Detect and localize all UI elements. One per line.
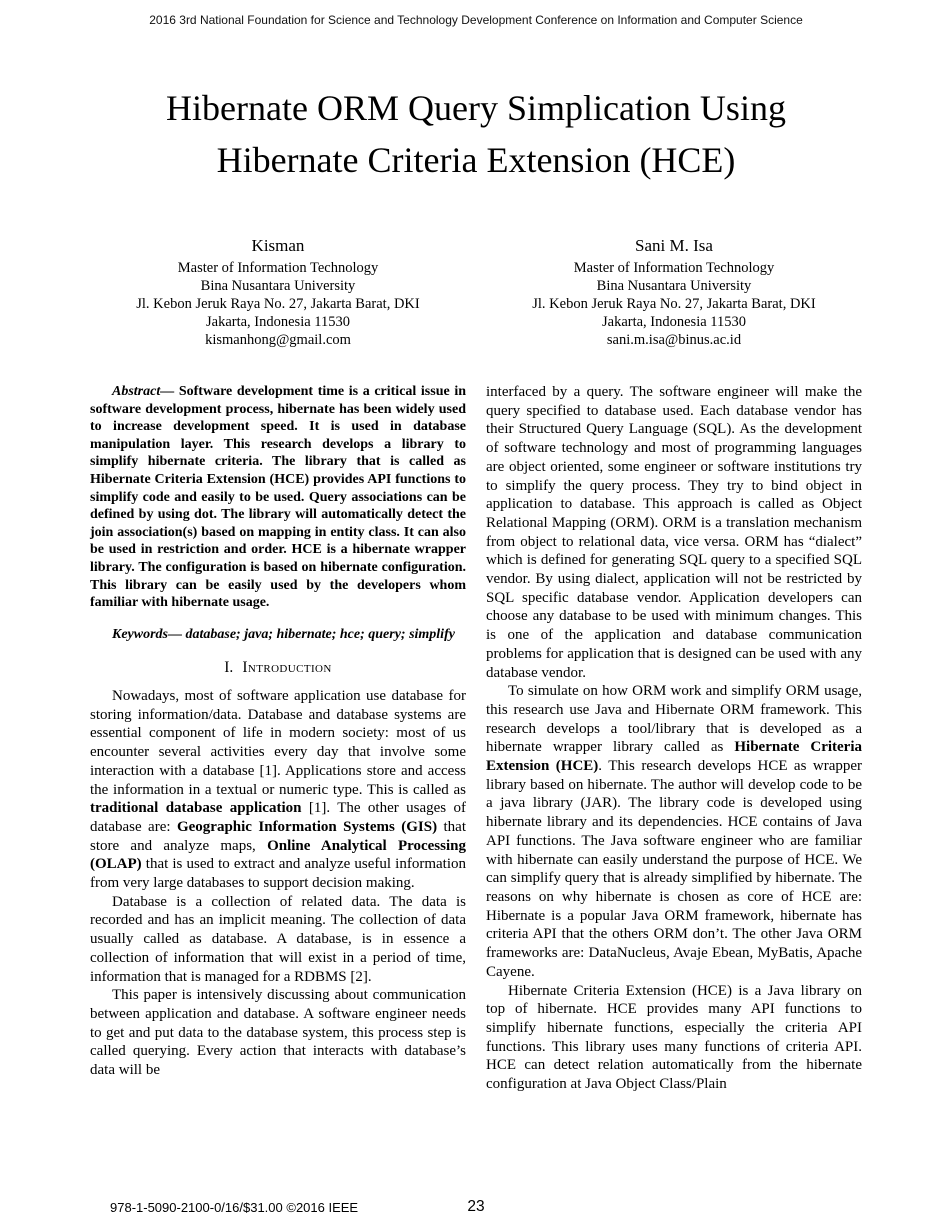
section-title: Introduction xyxy=(242,659,332,677)
conference-header: 2016 3rd National Foundation for Science and Technology Development Conference on Information and Computer Science xyxy=(149,13,803,27)
author-2-address-line2: Jakarta, Indonesia 11530 xyxy=(601,314,747,330)
author-2-email: sani.m.isa@binus.ac.id xyxy=(606,332,742,348)
left-column xyxy=(90,383,466,1094)
author-1-address-line1: Jl. Kebon Jeruk Raya No. 27, Jakarta Barat, DKI xyxy=(136,296,420,312)
paper-title xyxy=(0,82,952,186)
section-number: I. xyxy=(224,659,234,677)
page-footer xyxy=(0,1198,952,1218)
author-2-name: Sani M. Isa xyxy=(635,236,713,255)
abstract-paragraph: Abstract— Software development time is a critical issue in software development process, hibernate has been widely used to increase development speed. It is used in database manipulation layer. This research develops a library to simplify hibernate criteria. The library that is called as Hibernate Criteria Extension (HCE) provides API functions to simplify code and easily to be used. Query associations can be defined by using dot. The library will automatically detect the join association(s) based on mapping in entity class. It can also be used in restriction and order. HCE is a hibernate wrapper library. The configuration is based on hibernate configuration. This library can be easily used by the developers whom familiar with hibernate usage. xyxy=(90,384,466,611)
keywords-paragraph: Keywords— database; java; hibernate; hce; query; simplify xyxy=(112,626,455,642)
page-number: 23 xyxy=(467,1198,485,1215)
body-columns xyxy=(90,383,862,1094)
author-2-address-line1: Jl. Kebon Jeruk Raya No. 27, Jakarta Barat, DKI xyxy=(532,296,816,312)
intro-paragraph-3-continued: interfaced by a query. The software engineer will make the query specified to database used. Each database vendor has their Structured Query Language (SQL). As the development of software technology and most of programming languages are object oriented, some engineer or software institutions try to simplify the query process. They try to bind object in application to database. This approach is called as Object Relational Mapping (ORM). ORM is a translation mechanism from object to relational data, vice versa. ORM has “dialect” which is defined for generating SQL query to a specified SQL vendor. By using dialect, application will not be restricted by SQL specific database vendor. Application developers can choose any database to be used with minimum changes. This is one of the application and database communication problems for application that is designed can be used with any database vendor. xyxy=(486,384,862,681)
copyright-notice: 978-1-5090-2100-0/16/$31.00 ©2016 IEEE xyxy=(110,1200,359,1215)
author-2-affiliation: Master of Information Technology xyxy=(573,260,775,276)
intro-paragraph-1: Nowadays, most of software application use database for storing information/data. Database and database systems are essential component of life in modern society: most of us encounter several activities every day that involve some interaction with a database [1]. Applications store and access the information in a textual or numeric type. This is called as traditional database application [1]. The other usages of database are: Geographic Information Systems (GIS) that store and analyze maps, Online Analytical Processing (OLAP) that is used to extract and analyze useful information from very large databases to support decision making. xyxy=(90,688,466,892)
intro-paragraph-5: Hibernate Criteria Extension (HCE) is a Java library on top of hibernate. HCE provides many API functions to simplify hibernate functions, especially the criteria API functions. This library uses many functions of criteria API. HCE can detect relation automatically from the hibernate configuration at Java Object Class/Plain xyxy=(486,982,862,1093)
intro-paragraph-2: Database is a collection of related data. The data is recorded and has an implicit meaning. The collection of data usually called as database. A database, is in essence a collection of information that will exist in a period of time, information that is managed for a RDBMS [2]. xyxy=(90,893,466,985)
section-heading-introduction xyxy=(90,659,466,678)
right-column xyxy=(486,383,862,1094)
paper-title-line1: Hibernate ORM Query Simplication Using xyxy=(166,88,786,128)
author-block-2 xyxy=(486,236,862,349)
author-1-address-line2: Jakarta, Indonesia 11530 xyxy=(205,314,351,330)
author-1-email: kismanhong@gmail.com xyxy=(205,332,351,348)
author-1-name: Kisman xyxy=(251,236,305,255)
authors-row xyxy=(90,236,862,349)
author-1-affiliation: Master of Information Technology xyxy=(177,260,379,276)
author-2-university: Bina Nusantara University xyxy=(596,278,752,294)
intro-paragraph-4: To simulate on how ORM work and simplify ORM usage, this research use Java and Hibernate ORM framework. This research develops a tool/library that is developed as a hibernate wrapper library called as Hibernate Criteria Extension (HCE). This research develops HCE as wrapper library based on hibernate. The author will develop code to be a java library (JAR). The library code is developed using hibernate library and its dependencies. HCE contains of Java API functions. The Java software engineer who are familiar with hibernate can easily understand the purpose of HCE. We can simplify query that is already simplified by hibernate. The reasons on why hibernate is chosen as core of HCE are: Hibernate is a popular Java ORM framework, hibernate has criteria API that the others ORM don’t. The other Java ORM frameworks are: DataNucleus, Avaje Ebean, MyBatis, Apache Cayene. xyxy=(486,683,863,980)
author-block-1 xyxy=(90,236,466,349)
author-1-university: Bina Nusantara University xyxy=(200,278,356,294)
paper-title-line2: Hibernate Criteria Extension (HCE) xyxy=(216,140,736,180)
intro-paragraph-3: This paper is intensively discussing about communication between application and database. A software engineer needs to get and put data to the database system, this process step is called querying. Every action that interacts with database’s data will be xyxy=(90,987,466,1079)
